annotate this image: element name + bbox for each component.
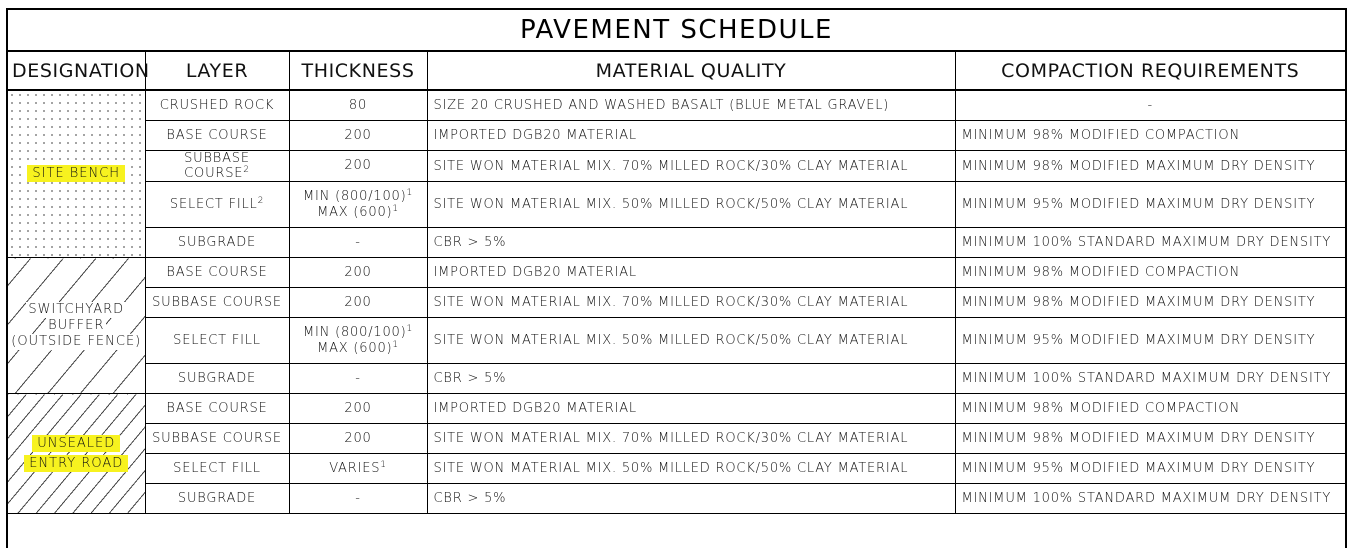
compaction-cell: MINIMUM 100% STANDARD MAXIMUM DRY DENSITY <box>955 228 1345 258</box>
table-row <box>8 394 1345 424</box>
material-cell: CBR > 5% <box>427 228 955 258</box>
layer-text: CRUSHED ROCK <box>159 98 275 113</box>
header-layer: LAYER <box>145 52 289 90</box>
header-thickness: THICKNESS <box>289 52 427 90</box>
header-designation: DESIGNATION <box>8 52 145 90</box>
layer-text: SELECT FILL <box>169 197 258 212</box>
thickness-text: 200 <box>344 430 372 446</box>
material-cell: SITE WON MATERIAL MIX. 50% MILLED ROCK/50% CLAY MATERIAL <box>427 454 955 484</box>
thickness-text: - <box>355 234 361 250</box>
designation-label: SITE BENCH <box>27 165 125 182</box>
header-material-quality: MATERIAL QUALITY <box>427 52 955 90</box>
compaction-cell: MINIMUM 95% MODIFIED MAXIMUM DRY DENSITY <box>955 182 1345 228</box>
material-cell: CBR > 5% <box>427 364 955 394</box>
layer-text: SUBBASE COURSE <box>152 431 282 446</box>
material-cell: IMPORTED DGB20 MATERIAL <box>427 394 955 424</box>
material-cell: SITE WON MATERIAL MIX. 50% MILLED ROCK/50% CLAY MATERIAL <box>427 318 955 364</box>
table-row <box>8 288 1345 318</box>
layer-text: SUBGRADE <box>177 235 257 250</box>
thickness-text: - <box>355 370 361 386</box>
thickness-text: 200 <box>344 294 372 310</box>
thickness-cell <box>289 288 427 318</box>
note-ref: 1 <box>406 187 413 198</box>
table-row <box>8 182 1345 228</box>
compaction-cell: MINIMUM 98% MODIFIED COMPACTION <box>955 258 1345 288</box>
thickness-cell <box>289 454 427 484</box>
layer-cell <box>145 228 289 258</box>
layer-text: SUBBASE COURSE <box>152 295 282 310</box>
material-cell: SITE WON MATERIAL MIX. 70% MILLED ROCK/30% CLAY MATERIAL <box>427 151 955 182</box>
material-cell: SIZE 20 CRUSHED AND WASHED BASALT (BLUE METAL GRAVEL) <box>427 90 955 121</box>
material-cell: CBR > 5% <box>427 484 955 514</box>
thickness-cell <box>289 318 427 364</box>
note-ref: 1 <box>392 339 399 350</box>
compaction-cell: - <box>955 90 1345 121</box>
note-ref: 2 <box>243 165 250 175</box>
thickness-cell <box>289 121 427 151</box>
designation-label: SWITCHYARD <box>28 301 125 317</box>
compaction-cell: MINIMUM 98% MODIFIED COMPACTION <box>955 121 1345 151</box>
note-ref: 1 <box>406 323 413 334</box>
thickness-cell <box>289 424 427 454</box>
header-row <box>8 52 1345 90</box>
designation-label: BUFFER <box>48 317 105 333</box>
compaction-cell: MINIMUM 100% STANDARD MAXIMUM DRY DENSITY <box>955 364 1345 394</box>
compaction-cell: MINIMUM 95% MODIFIED MAXIMUM DRY DENSITY <box>955 318 1345 364</box>
layer-text: BASE COURSE <box>166 128 268 143</box>
layer-cell <box>145 182 289 228</box>
thickness-text: MIN (800/100) <box>303 324 407 340</box>
layer-text: SELECT FILL <box>173 333 261 348</box>
compaction-cell: MINIMUM 100% STANDARD MAXIMUM DRY DENSITY <box>955 484 1345 514</box>
table-row <box>8 454 1345 484</box>
thickness-cell <box>289 151 427 182</box>
compaction-cell: MINIMUM 98% MODIFIED MAXIMUM DRY DENSITY <box>955 151 1345 182</box>
layer-text: SELECT FILL <box>173 461 261 476</box>
note-ref: 1 <box>380 459 387 470</box>
material-cell: IMPORTED DGB20 MATERIAL <box>427 121 955 151</box>
compaction-cell: MINIMUM 95% MODIFIED MAXIMUM DRY DENSITY <box>955 454 1345 484</box>
layer-cell <box>145 318 289 364</box>
pavement-schedule-sheet <box>6 8 1347 548</box>
thickness-text: VARIES <box>329 460 381 476</box>
table-row <box>8 228 1345 258</box>
note-ref: 1 <box>392 203 399 214</box>
thickness-text: 80 <box>348 97 368 113</box>
designation-cell <box>8 90 145 258</box>
thickness-text: MIN (800/100) <box>303 188 407 204</box>
thickness-text: - <box>355 490 361 506</box>
layer-cell <box>145 90 289 121</box>
designation-cell <box>8 394 145 514</box>
compaction-cell: MINIMUM 98% MODIFIED MAXIMUM DRY DENSITY <box>955 288 1345 318</box>
thickness-text: 200 <box>344 127 372 143</box>
table-row <box>8 151 1345 182</box>
header-compaction-requirements: COMPACTION REQUIREMENTS <box>955 52 1345 90</box>
thickness-cell <box>289 394 427 424</box>
thickness-text: 200 <box>344 158 372 173</box>
layer-cell <box>145 454 289 484</box>
compaction-cell: MINIMUM 98% MODIFIED MAXIMUM DRY DENSITY <box>955 424 1345 454</box>
layer-text: BASE COURSE <box>166 265 268 280</box>
table-row <box>8 424 1345 454</box>
designation-label: (OUTSIDE FENCE) <box>11 333 142 349</box>
layer-text: SUBGRADE <box>177 491 257 506</box>
table-row <box>8 90 1345 121</box>
material-cell: SITE WON MATERIAL MIX. 70% MILLED ROCK/30% CLAY MATERIAL <box>427 288 955 318</box>
layer-text: SUBBASE COURSE <box>184 151 250 181</box>
thickness-text-line2: MAX (600) <box>317 340 393 356</box>
schedule-title: PAVEMENT SCHEDULE <box>8 10 1345 52</box>
thickness-cell <box>289 364 427 394</box>
thickness-text-line2: MAX (600) <box>317 204 393 220</box>
layer-cell <box>145 288 289 318</box>
compaction-cell: MINIMUM 98% MODIFIED COMPACTION <box>955 394 1345 424</box>
thickness-cell <box>289 258 427 288</box>
thickness-cell <box>289 182 427 228</box>
layer-cell <box>145 121 289 151</box>
table-row <box>8 258 1345 288</box>
layer-cell <box>145 258 289 288</box>
designation-cell <box>8 258 145 394</box>
thickness-text: 200 <box>344 400 372 416</box>
schedule-body <box>8 90 1345 514</box>
table-row <box>8 484 1345 514</box>
layer-text: SUBGRADE <box>177 371 257 386</box>
material-cell: SITE WON MATERIAL MIX. 70% MILLED ROCK/30% CLAY MATERIAL <box>427 424 955 454</box>
layer-text: BASE COURSE <box>166 401 268 416</box>
pavement-schedule-table <box>8 52 1345 514</box>
material-cell: IMPORTED DGB20 MATERIAL <box>427 258 955 288</box>
thickness-cell <box>289 228 427 258</box>
thickness-cell <box>289 484 427 514</box>
thickness-text: 200 <box>344 264 372 280</box>
layer-cell <box>145 484 289 514</box>
designation-label: ENTRY ROAD <box>24 455 128 472</box>
thickness-cell <box>289 90 427 121</box>
layer-cell <box>145 151 289 182</box>
table-row <box>8 121 1345 151</box>
designation-label: UNSEALED <box>32 435 120 452</box>
note-ref: 2 <box>257 196 265 206</box>
layer-cell <box>145 394 289 424</box>
layer-cell <box>145 424 289 454</box>
layer-cell <box>145 364 289 394</box>
table-row <box>8 318 1345 364</box>
material-cell: SITE WON MATERIAL MIX. 50% MILLED ROCK/50% CLAY MATERIAL <box>427 182 955 228</box>
table-row <box>8 364 1345 394</box>
